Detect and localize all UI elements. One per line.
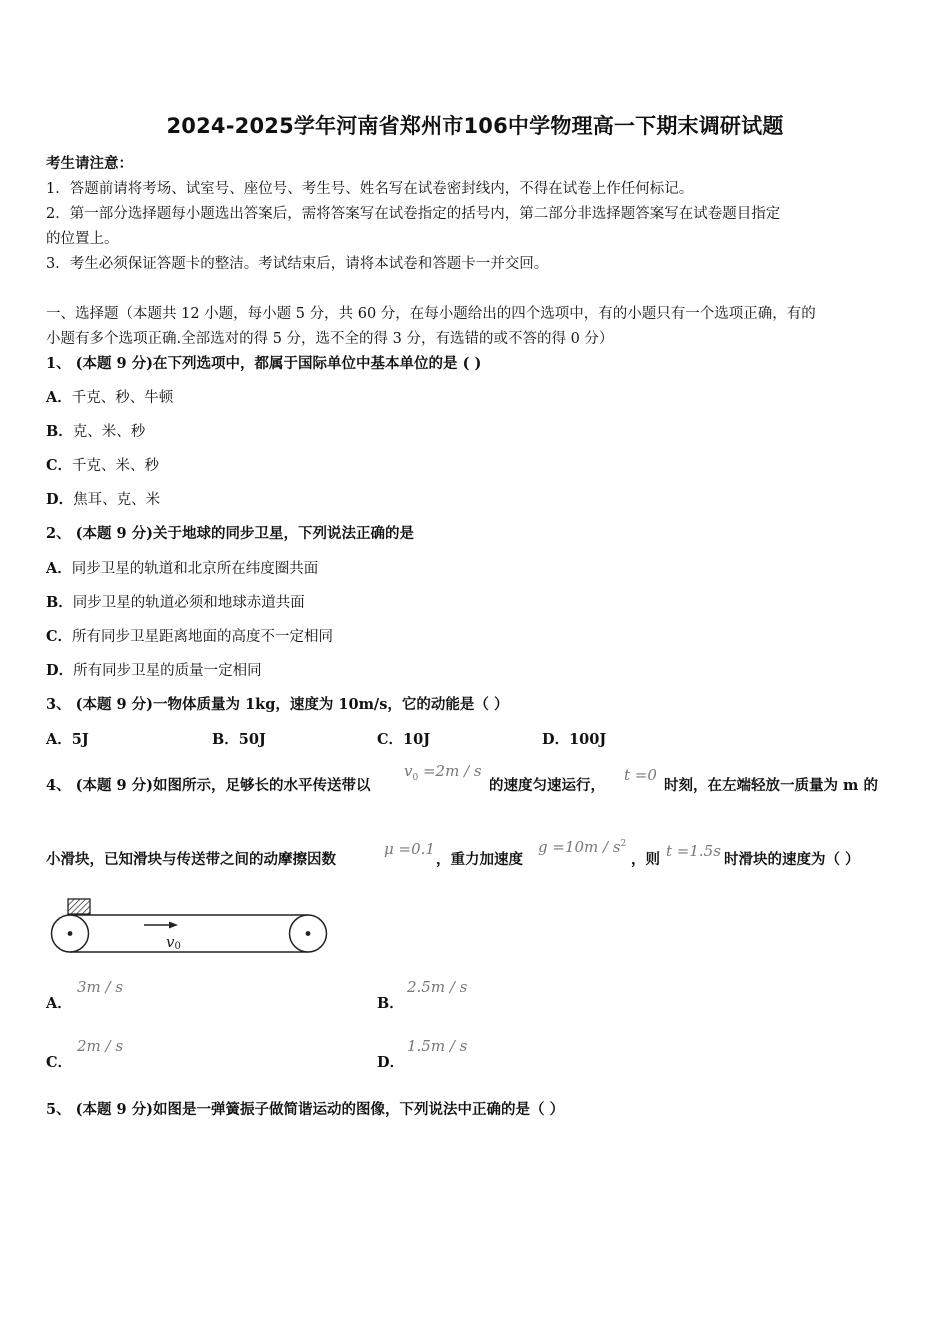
question-4-option-a-label: A． [46,995,72,1012]
question-4-option-c-label: C． [46,1054,73,1071]
question-1-option-b: B．克、米、秒 [46,423,146,440]
notice-heading: 考生请注意： [46,155,133,172]
question-3-option-b: B．50J [212,731,266,748]
question-4-option-b-label: B． [377,995,404,1012]
question-1-stem: 1、 (本题 9 分)在下列选项中，都属于国际单位中基本单位的是 ( ) [46,355,482,372]
question-1-option-d: D．焦耳、克、米 [46,491,161,508]
notice-item-2: 2．第一部分选择题每小题选出答案后，需将答案写在试卷指定的括号内，第二部分非选择题答案写在试卷题目指定 [46,206,781,222]
formula-v0: $v_0 =2m / s$ [404,762,482,783]
page-title: 2024-2025学年河南省郑州市106中学物理高一下期末调研试题 [166,114,784,138]
left-pulley-axle [68,931,73,936]
formula-t0: t =0 [624,766,657,784]
question-3-stem: 3、 (本题 9 分)一物体质量为 1kg，速度为 10m/s，它的动能是（ ） [46,696,509,713]
question-4-stem-part1: 4、 (本题 9 分)如图所示，足够长的水平传送带以 [46,777,371,794]
section-heading-line1: 一、选择题（本题共 12 小题，每小题 5 分，共 60 分，在每小题给出的四个选项中，有的小题只有一个选项正确，有的 [46,306,816,322]
velocity-label: v0 [166,933,181,952]
notice-item-1: 1．答题前请将考场、试室号、座位号、考生号、姓名写在试卷密封线内，不得在试卷上作任何标记。 [46,181,694,197]
question-4-option-d-value: 1.5m / s [407,1037,468,1055]
question-4-stem-part2: 的速度匀速运行， [489,777,605,794]
right-pulley-axle [306,931,311,936]
question-1-option-a: A．千克、秒、牛顿 [46,389,174,406]
conveyor-belt-diagram [46,893,330,959]
formula-g: $g =10m / s^2$ [538,838,627,856]
question-4-stem-part6: ，则 [631,851,660,868]
slider-block [68,899,90,914]
question-4-stem-part3: 时刻，在左端轻放一质量为 m 的 [664,777,878,794]
notice-item-2-cont: 的位置上。 [46,231,119,247]
question-3-option-d: D．100J [542,731,607,748]
question-4-stem-part7: 时滑块的速度为（ ） [724,851,860,868]
question-3-option-c: C．10J [377,731,431,748]
question-1-option-c: C．千克、米、秒 [46,457,160,474]
question-2-option-d: D．所有同步卫星的质量一定相同 [46,662,262,679]
velocity-arrow-head [169,922,178,929]
question-4-option-a-value: 3m / s [77,978,124,996]
question-4-option-b-value: 2.5m / s [407,978,468,996]
formula-t15: t =1.5s [666,842,721,860]
question-4-stem-part4: 小滑块，已知滑块与传送带之间的动摩擦因数 [46,851,336,868]
question-2-stem: 2、 (本题 9 分)关于地球的同步卫星，下列说法正确的是 [46,525,415,542]
notice-item-3: 3．考生必须保证答题卡的整洁。考试结束后，请将本试卷和答题卡一并交回。 [46,256,549,272]
question-5-stem: 5、 (本题 9 分)如图是一弹簧振子做简谐运动的图像，下列说法中正确的是（ ） [46,1101,565,1118]
question-4-option-d-label: D． [377,1054,405,1071]
question-2-option-b: B．同步卫星的轨道必须和地球赤道共面 [46,594,305,611]
section-heading-line2: 小题有多个选项正确.全部选对的得 5 分，选不全的得 3 分，有选错的或不答的得 0 分） [46,331,614,347]
formula-mu: μ =0.1 [384,840,435,858]
question-2-option-c: C．所有同步卫星距离地面的高度不一定相同 [46,628,334,645]
question-4-option-c-value: 2m / s [77,1037,124,1055]
question-3-option-a: A．5J [46,731,89,748]
question-4-stem-part5: ，重力加速度 [436,851,523,868]
question-2-option-a: A．同步卫星的轨道和北京所在纬度圈共面 [46,560,319,577]
